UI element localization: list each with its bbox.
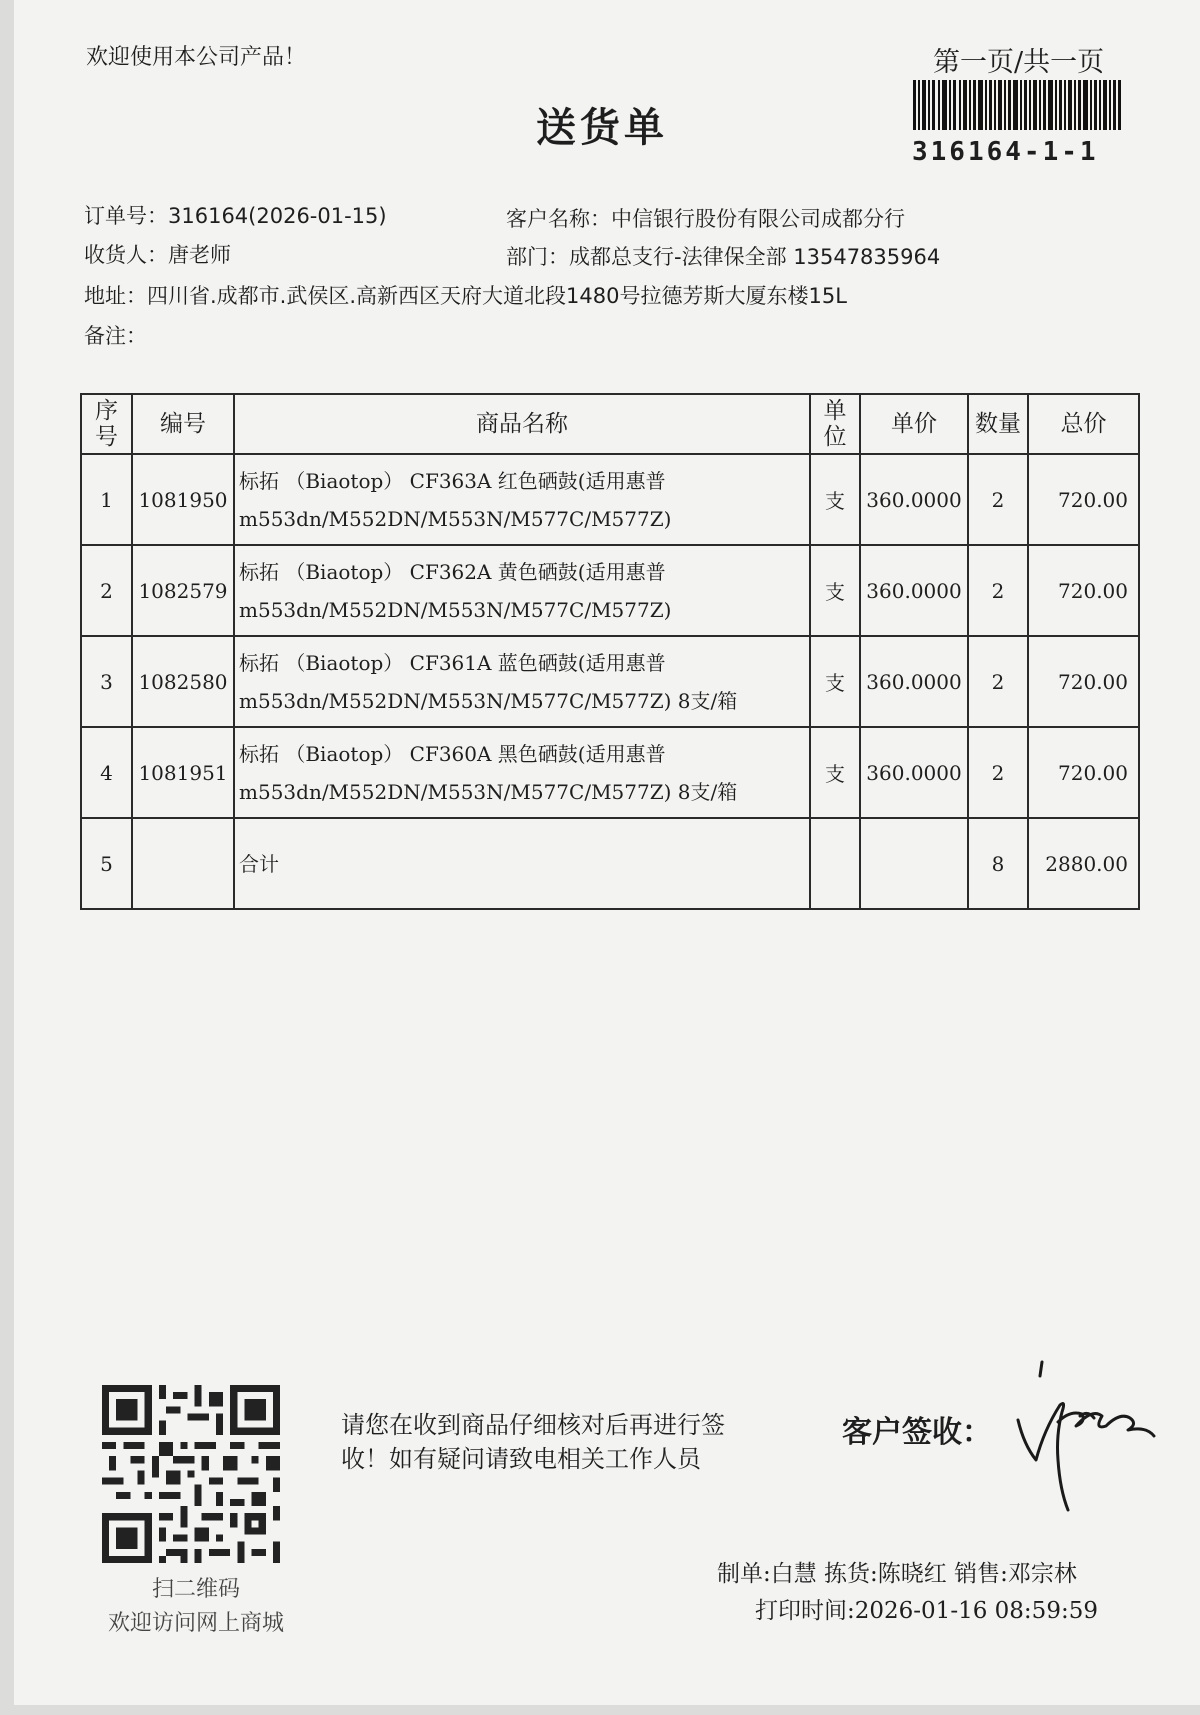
cell-qty: 2	[968, 727, 1028, 818]
cell-qty: 8	[968, 818, 1028, 909]
remark: 备注：	[84, 324, 147, 348]
cell-price: 360.0000	[860, 454, 968, 545]
cell-price: 360.0000	[860, 545, 968, 636]
handwritten-signature	[1010, 1360, 1160, 1530]
table-summary-row	[81, 818, 1139, 909]
order-number: 订单号：316164(2026-01-15)	[84, 204, 387, 228]
cell-price	[860, 818, 968, 909]
cell-qty: 2	[968, 545, 1028, 636]
cell-unit	[810, 818, 860, 909]
table-row	[81, 636, 1139, 727]
header-total: 总价	[1028, 394, 1139, 454]
cell-price: 360.0000	[860, 727, 968, 818]
cell-name: 标拓 （Biaotop） CF360A 黑色硒鼓(适用惠普 m553dn/M552DN/M553N/M577C/M577Z) 8支/箱	[234, 727, 810, 818]
qr-code-image	[102, 1385, 280, 1563]
header-seq: 序号	[81, 394, 132, 454]
header-code: 编号	[132, 394, 234, 454]
cell-code: 1082579	[132, 545, 234, 636]
print-time: 打印时间:2026-01-16 08:59:59	[755, 1598, 1098, 1624]
table-header-row	[81, 394, 1139, 454]
cell-unit: 支	[810, 545, 860, 636]
cell-total: 720.00	[1028, 727, 1139, 818]
table-row	[81, 727, 1139, 818]
department: 部门：成都总支行-法律保全部 13547835964	[506, 245, 941, 269]
cell-code: 1082580	[132, 636, 234, 727]
header-qty: 数量	[968, 394, 1028, 454]
cell-unit: 支	[810, 454, 860, 545]
cell-name: 标拓 （Biaotop） CF362A 黄色硒鼓(适用惠普 m553dn/M552DN/M553N/M577C/M577Z)	[234, 545, 810, 636]
customer-sign-label: 客户签收：	[842, 1415, 992, 1450]
header-name: 商品名称	[234, 394, 810, 454]
table-row	[81, 454, 1139, 545]
cell-seq: 5	[81, 818, 132, 909]
customer-name: 客户名称：中信银行股份有限公司成都分行	[506, 207, 905, 231]
cell-qty: 2	[968, 454, 1028, 545]
qr-caption: 扫二维码 欢迎访问网上商城	[107, 1577, 284, 1636]
sign-notice: 请您在收到商品仔细核对后再进行签收！如有疑问请致电相关工作人员	[341, 1411, 725, 1473]
cell-price: 360.0000	[860, 636, 968, 727]
header-price: 单价	[860, 394, 968, 454]
welcome-text: 欢迎使用本公司产品！	[86, 45, 307, 70]
receiver: 收货人：唐老师	[84, 243, 231, 267]
cell-summary-label: 合计	[234, 818, 810, 909]
cell-total: 720.00	[1028, 454, 1139, 545]
staff-info: 制单:白慧 拣货:陈晓红 销售:邓宗林	[717, 1561, 1077, 1587]
cell-seq: 4	[81, 727, 132, 818]
cell-unit: 支	[810, 727, 860, 818]
cell-name: 标拓 （Biaotop） CF361A 蓝色硒鼓(适用惠普 m553dn/M552DN/M553N/M577C/M577Z) 8支/箱	[234, 636, 810, 727]
header-unit: 单位	[810, 394, 860, 454]
cell-seq: 1	[81, 454, 132, 545]
table-row	[81, 545, 1139, 636]
cell-total: 720.00	[1028, 636, 1139, 727]
document-title: 送货单	[536, 105, 668, 151]
cell-unit: 支	[810, 636, 860, 727]
cell-code: 1081951	[132, 727, 234, 818]
cell-seq: 2	[81, 545, 132, 636]
goods-table	[80, 393, 1140, 910]
cell-code: 1081950	[132, 454, 234, 545]
cell-code	[132, 818, 234, 909]
cell-seq: 3	[81, 636, 132, 727]
cell-qty: 2	[968, 636, 1028, 727]
cell-total: 2880.00	[1028, 818, 1139, 909]
cell-total: 720.00	[1028, 545, 1139, 636]
cell-name: 标拓 （Biaotop） CF363A 红色硒鼓(适用惠普 m553dn/M552DN/M553N/M577C/M577Z)	[234, 454, 810, 545]
page-info: 第一页/共一页	[933, 47, 1105, 78]
barcode-image	[913, 80, 1121, 130]
barcode-number: 316164-1-1	[912, 137, 1099, 167]
address: 地址：四川省.成都市.武侯区.高新西区天府大道北段1480号拉德芳斯大厦东楼15L	[84, 284, 847, 308]
